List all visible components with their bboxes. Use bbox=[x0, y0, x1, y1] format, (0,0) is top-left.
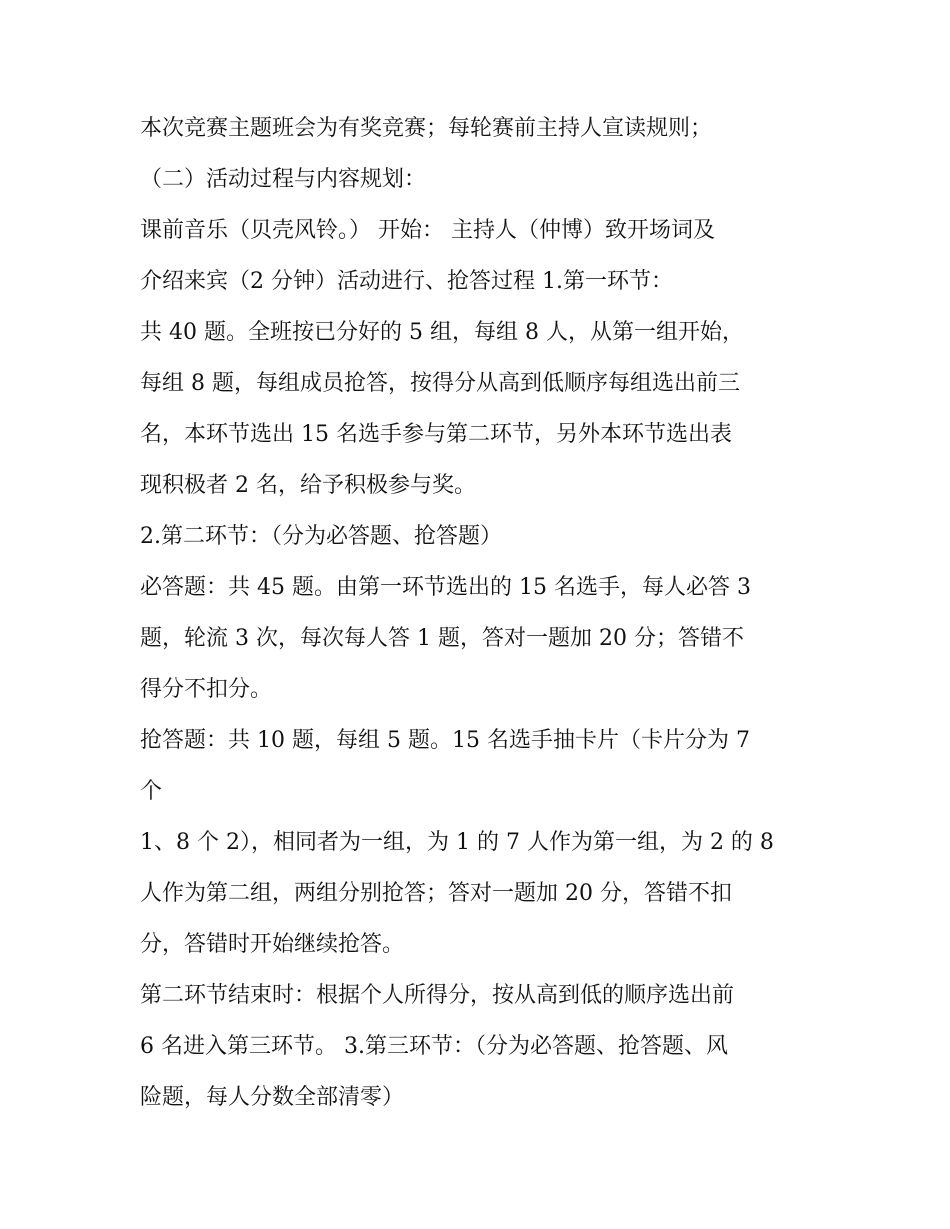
text-line: 课前音乐（贝壳风铃。） 开始： 主持人（仲博）致开场词及 bbox=[140, 218, 715, 243]
text-line: 个 bbox=[140, 779, 163, 804]
text-line: 名，本环节选出 15 名选手参与第二环节，另外本环节选出表 bbox=[140, 422, 732, 447]
text-line: 共 40 题。全班按已分好的 5 组，每组 8 人，从第一组开始， bbox=[140, 320, 744, 345]
subsection-heading: 2.第二环节：（分为必答题、抢答题） bbox=[140, 524, 502, 549]
text-line: 分，答错时开始继续抢答。 bbox=[140, 932, 405, 957]
section-heading: （二）活动过程与内容规划： bbox=[140, 167, 427, 192]
text-line: 题，轮流 3 次，每次每人答 1 题，答对一题加 20 分；答错不 bbox=[140, 626, 744, 651]
text-line: 必答题：共 45 题。由第一环节选出的 15 名选手，每人必答 3 bbox=[140, 575, 751, 600]
text-line: 抢答题：共 10 题，每组 5 题。15 名选手抽卡片（卡片分为 7 bbox=[140, 728, 750, 753]
text-line: 第二环节结束时：根据个人所得分，按从高到低的顺序选出前 bbox=[140, 983, 735, 1008]
document-body bbox=[140, 103, 820, 1123]
text-line: 介绍来宾（2 分钟）活动进行、抢答过程 1.第一环节： bbox=[140, 269, 673, 294]
text-line: 1、8 个 2），相同者为一组，为 1 的 7 人作为第一组，为 2 的 8 bbox=[140, 830, 774, 855]
text-line: 每组 8 题，每组成员抢答，按得分从高到低顺序每组选出前三 bbox=[140, 371, 740, 396]
text-line: 本次竞赛主题班会为有奖竞赛；每轮赛前主持人宣读规则； bbox=[140, 116, 713, 141]
text-line: 现积极者 2 名，给予积极参与奖。 bbox=[140, 473, 476, 498]
text-line: 6 名进入第三环节。 3.第三环节：（分为必答题、抢答题、风 bbox=[140, 1034, 728, 1059]
text-line: 人作为第二组，两组分别抢答；答对一题加 20 分，答错不扣 bbox=[140, 881, 732, 906]
text-line: 险题，每人分数全部清零） bbox=[140, 1085, 405, 1110]
text-line: 得分不扣分。 bbox=[140, 677, 273, 702]
